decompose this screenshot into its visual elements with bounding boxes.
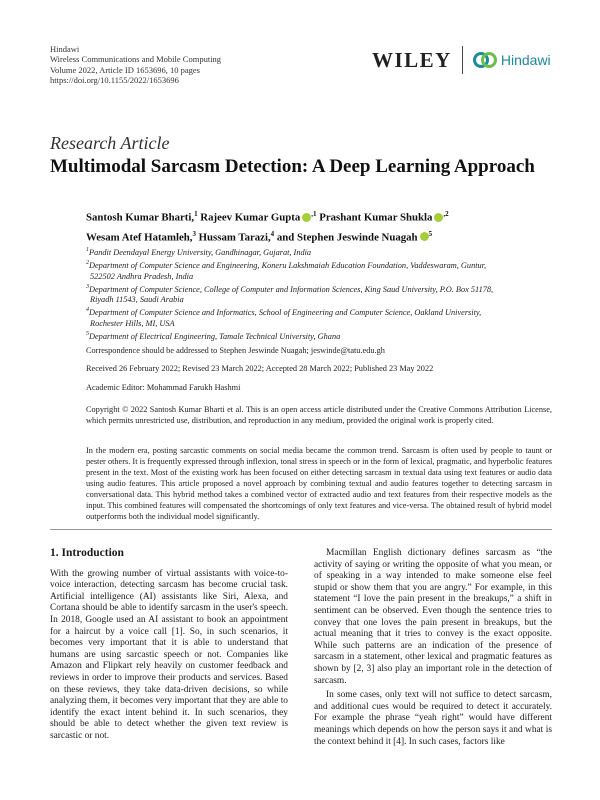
author-name: Prashant Kumar Shukla <box>319 211 433 224</box>
affiliation-continuation: 522502 Andhra Pradesh, India <box>90 271 194 281</box>
author-affil-sup: 5 <box>428 229 433 238</box>
logo-divider <box>462 46 463 74</box>
body-paragraph: In some cases, only text will not suffice to detect sarcasm, and additional cues would be required to detect it accurately. For example the phrase “yeah right” would have different meanings which depends on how the person says it and what is the context behind it [4]. In such cases, factors like <box>314 690 552 747</box>
hindawi-logo-icon <box>473 51 497 69</box>
affiliation-text: Department of Computer Science and Engineering, Koneru Lakshmaiah Education Foundation, Vaddeswaram, Guntur, <box>89 260 487 270</box>
author-name: Hussam Tarazi, <box>198 231 271 244</box>
affiliation-list <box>86 245 556 342</box>
affiliation-number: 5 <box>86 331 89 338</box>
publisher-name: Hindawi <box>50 44 80 54</box>
orcid-icon[interactable] <box>302 213 311 222</box>
author-affil-sup: 3 <box>192 229 196 238</box>
author-affil-sup: ,2 <box>443 210 449 218</box>
copyright-notice: Copyright © 2022 Santosh Kumar Bharti et al. This is an open access article distributed under the Creative Commons Attribution License, which permits unrestricted use, distribution, and reproduction in any medium, provided the original work is properly cited. <box>86 405 552 425</box>
orcid-icon[interactable] <box>420 232 429 241</box>
hindawi-logo-text: Hindawi <box>500 52 551 68</box>
author-affil-sup: ,1 <box>311 210 317 218</box>
affiliation-number: 3 <box>86 283 89 290</box>
correspondence: Correspondence should be addressed to Stephen Jeswinde Nuagah; jeswinde@tatu.edu.gh <box>86 346 385 355</box>
affiliation-item <box>86 282 556 295</box>
section-divider <box>50 529 552 530</box>
journal-header <box>50 44 221 86</box>
author-name: Rajeev Kumar Gupta <box>200 211 301 224</box>
author-line-1 <box>86 206 556 226</box>
author-name: Santosh Kumar Bharti, <box>86 211 195 224</box>
journal-name: Wireless Communications and Mobile Computing <box>50 54 222 65</box>
affiliation-number: 2 <box>86 259 89 266</box>
affiliation-text: Department of Electrical Engineering, Tamale Technical University, Ghana <box>89 331 341 341</box>
doi-link[interactable]: https://doi.org/10.1155/2022/1653696 <box>50 75 179 86</box>
publication-dates: Received 26 February 2022; Revised 23 March 2022; Accepted 28 March 2022; Published 23 May 2022 <box>86 364 434 373</box>
author-line-2 <box>86 226 556 246</box>
affiliation-text: Pandit Deendayal Energy University, Gandhinagar, Gujarat, India <box>89 247 312 257</box>
author-list <box>86 206 556 245</box>
affiliation-item <box>86 258 556 271</box>
author-affil-sup: 4 <box>270 229 275 238</box>
article-type: Research Article <box>50 133 170 153</box>
author-name: and Stephen Jeswinde Nuagah <box>276 231 418 244</box>
paper-title: Multimodal Sarcasm Detection: A Deep Learning Approach <box>50 156 535 177</box>
affiliation-number: 1 <box>86 247 89 253</box>
affiliation-item <box>86 245 556 258</box>
author-name: Wesam Atef Hatamleh, <box>86 231 193 244</box>
abstract: In the modern era, posting sarcastic comments on social media became the common trend. Sarcasm is often used by people to taunt or pester others. It is frequently expressed through inflexion, tonal stress in speech or in the form of lexical, pragmatic, and hyperbolic features present in the text. Most of the existing work has been focused on either detecting sarcasm in textual data using text features or audio data using audio features. This article proposed a novel approach by combining textual and audio features together to detecting sarcasm in conversational data. This hybrid method takes a combined vector of extracted audio and text features from their respective models as the input. This combined features will compensated the shortcomings of only text features and vice-versa. The obtained result of hybrid model outperforms both the individual model significantly. <box>86 446 552 521</box>
wiley-logo: WILEY <box>372 47 452 72</box>
body-column-right <box>314 548 552 748</box>
volume-info: Volume 2022, Article ID 1653696, 10 pages <box>50 64 200 75</box>
publisher-logos <box>372 46 551 74</box>
academic-editor: Academic Editor: Mohammad Farukh Hashmi <box>86 383 241 392</box>
body-column-left <box>50 548 288 743</box>
affiliation-text: Department of Computer Science and Informatics, School of Engineering and Computer Science, Oakland University, <box>89 308 482 318</box>
author-affil-sup: 1 <box>194 210 198 218</box>
affiliation-text: Department of Computer Science, College of Computer and Information Sciences, King Saud University, P.O. Box 51178, <box>89 284 494 294</box>
body-paragraph: Macmillan English dictionary defines sarcasm as “the activity of saying or writing the opposite of what you mean, or of speaking in a way intended to make someone else feel stupid or show them that you are angry.” For example, in this statement “I love the pain present in the breakups,” a shift in sentiment can be observed. Even though the sentence tries to convey that one loves the pain present in breakups, but the actual meaning that it tries to convey is the exact opposite. While such patterns are an indication of the presence of sarcasm in a statement, other lexical and pragmatic features as shown by [2, 3] also play an important role in the detection of sarcasm. <box>314 548 552 686</box>
affiliation-item <box>86 305 556 318</box>
section-heading: 1. Introduction <box>50 547 124 559</box>
body-paragraph: With the growing number of virtual assistants with voice-to-voice interaction, detecting sarcasm has become crucial task. Artificial intelligence (AI) assistants like Siri, Alexa, and Cortana should be able to identify sarcasm in the user's speech. In 2018, Google used an AI assistant to book an appointment for a haircut by a voice call [1]. So, in such scenarios, it becomes very important that it is able to understand that humans are using sarcastic speech or not. Companies like Amazon and Flipkart rely heavily on customer feedback and reviews in order to improve their products and services. Based on these reviews, they take data-driven decisions, so while analyzing them, it becomes very important that they are able to identify the exact intent behind it. In such scenarios, they should be able to detect whether the given text review is sarcastic or not. <box>50 568 288 741</box>
affiliation-continuation: Rochester Hills, MI, USA <box>90 319 175 329</box>
affiliation-item <box>86 329 556 342</box>
affiliation-number: 4 <box>86 307 89 314</box>
affiliation-continuation: Riyadh 11543, Saudi Arabia <box>90 295 184 305</box>
